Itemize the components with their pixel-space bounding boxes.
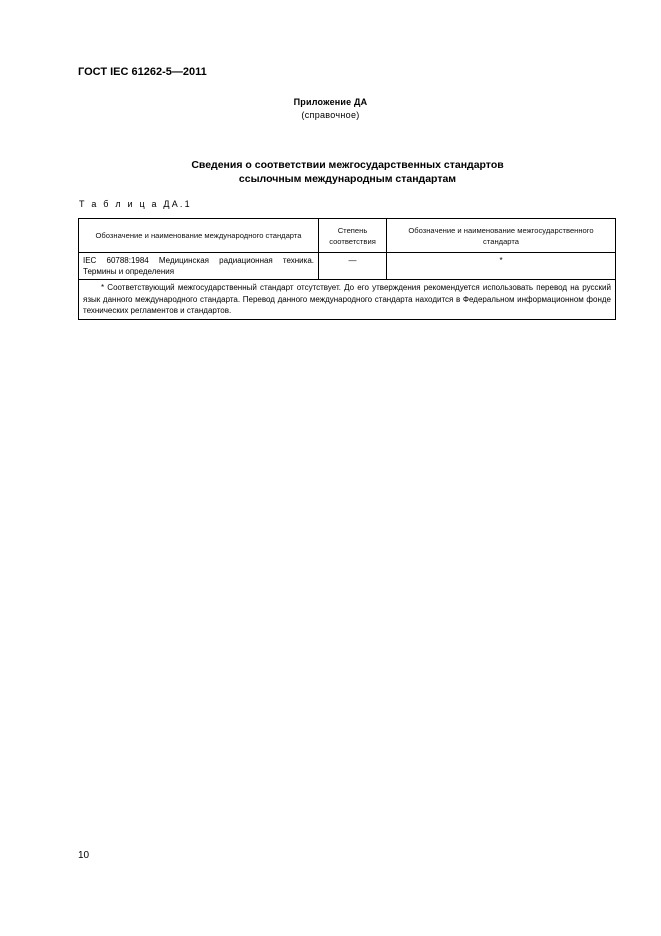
table-footnote-cell <box>79 280 616 320</box>
cell-degree-of-conformity: — <box>319 253 387 280</box>
table-footnote: * Соответствующий межгосударственный стандарт отсутствует. До его утверждения рекомендуется использовать перевод на русский язык данного международного стандарта. Перевод данного международного стандарта находится в Федеральном информационном фонде технических регламентов и стандартов. <box>83 283 611 315</box>
table-footnote-row <box>79 280 616 320</box>
section-heading-line1: Сведения о соответствии межгосударственных стандартов <box>191 159 504 171</box>
cell-international-standard: IEC 60788:1984 Медицинская радиационная техника. Термины и определения <box>79 253 319 280</box>
section-heading <box>80 158 615 186</box>
annex-subtitle: (справочное) <box>301 110 360 120</box>
annex-title: Приложение ДА <box>293 97 368 107</box>
table-caption: Т а б л и ц а ДА.1 <box>79 199 192 209</box>
header-international-standard: Обозначение и наименование международного стандарта <box>79 219 319 253</box>
section-heading-line2: ссылочным международным стандартам <box>238 173 457 185</box>
page-number: 10 <box>78 850 90 861</box>
document-code: ГОСТ IEC 61262-5—2011 <box>78 66 207 78</box>
table-header-row <box>79 219 616 253</box>
cell-interstate-standard: * <box>387 253 616 280</box>
table-row <box>79 253 616 280</box>
annex-block <box>0 96 661 122</box>
header-degree-of-conformity: Степень соответствия <box>319 219 387 253</box>
header-interstate-standard: Обозначение и наименование межгосударственного стандарта <box>387 219 616 253</box>
correspondence-table <box>78 218 616 320</box>
